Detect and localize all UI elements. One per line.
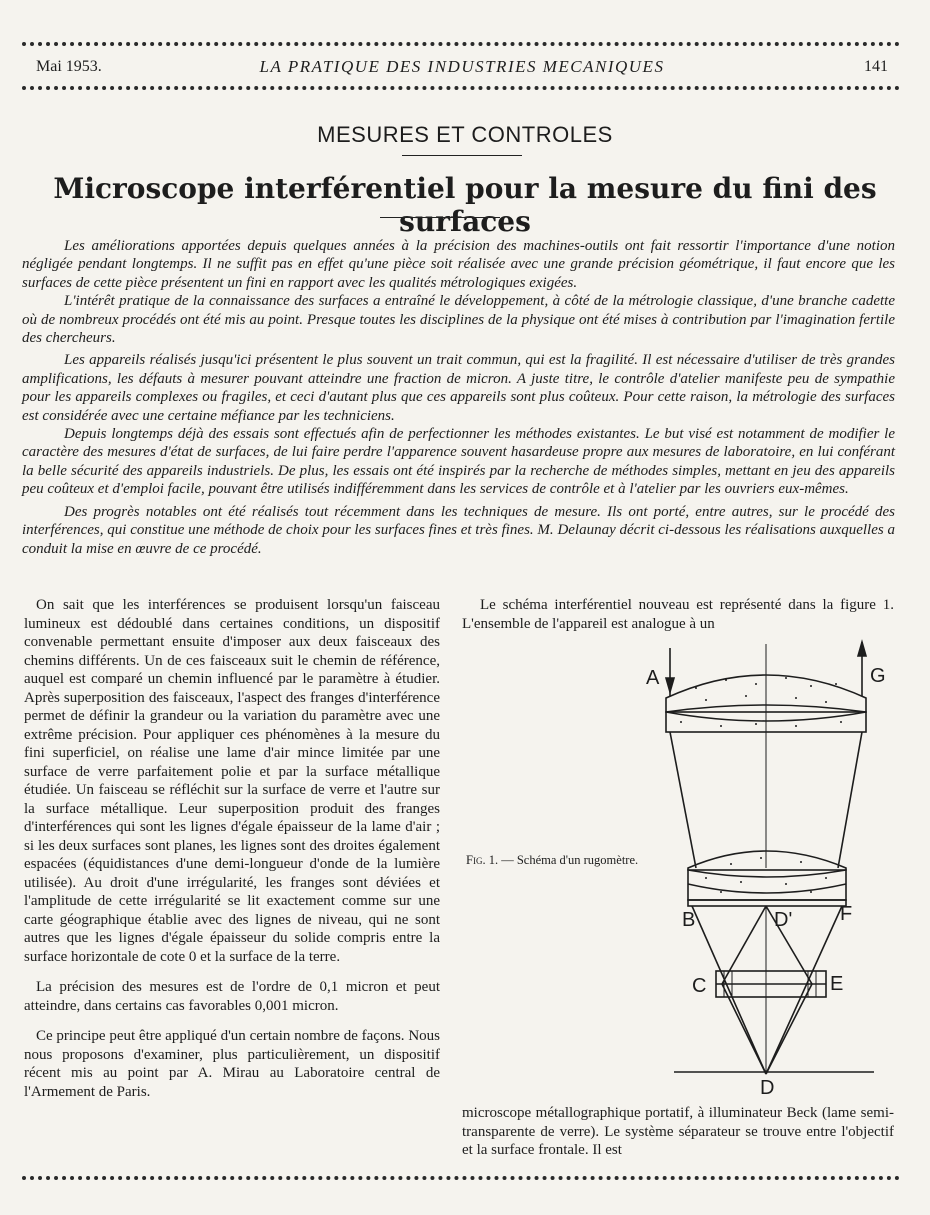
body-paragraph: Le schéma interférentiel nouveau est représenté dans la figure 1. L'ensemble de l'appareil est analogue à un <box>462 597 894 632</box>
label-f: F <box>840 903 853 925</box>
label-e: E <box>830 973 844 995</box>
intro-paragraph: Depuis longtemps déjà des essais sont effectués afin de perfectionner les méthodes existantes. Le but visé est notamment de modifier le caractère des mesures d'état de surfaces, de lui faire perdre l'apparence souvent hasardeuse propre aux mesures de laboratoire, en lui conférant la belle sécurité des appareils industriels. De plus, les essais ont été inspirés par la recherche de méthodes simples, mettant en jeu des appareils peu coûteux et d'emploi facile, pouvant être utilisés indifféremment dans les services de contrôle et à l'atelier par les ouvriers eux-mêmes. <box>22 426 895 498</box>
body-paragraph: La précision des mesures est de l'ordre de 0,1 micron et peut atteindre, dans certains cas favorables 0,001 micron. <box>24 979 440 1014</box>
intro-paragraph: Des progrès notables ont été réalisés tout récemment dans les techniques de mesure. Ils ont porté, entre autres, sur le procédé des interférences, qui constitue une méthode de choix pour les surfaces fines et très fines. M. Delaunay décrit ci-dessous les réalisations auxquelles a conduit la mise en œuvre de ce procédé. <box>22 503 895 557</box>
top-dotted-rule <box>22 42 900 46</box>
page-number: 141 <box>864 58 888 75</box>
arrow-down-icon <box>666 678 674 692</box>
issue-date: Mai 1953. <box>36 58 102 75</box>
body-column-right-bottom <box>462 1104 894 1160</box>
objective-lens <box>688 851 846 877</box>
header-dotted-rule <box>22 86 900 90</box>
figure-number: Fig. 1. <box>466 853 499 867</box>
section-heading: MESURES ET CONTROLES <box>317 122 613 147</box>
lens-stipple <box>680 677 842 893</box>
label-d: D <box>760 1077 775 1099</box>
article-title: Microscope interférentiel pour la mesure du fini des surfaces <box>53 172 877 238</box>
label-a: A <box>646 667 660 689</box>
beam-right-edge <box>838 732 862 868</box>
title-underline <box>380 217 500 218</box>
beam-left-edge <box>670 732 696 868</box>
running-header <box>36 58 888 80</box>
body-paragraph: Ce principe peut être appliqué d'un certain nombre de façons. Nous nous proposons d'examiner, plus particulièrement, un dispositif récent mis au point par A. Mirau au Laboratoire central de l'Armement de Paris. <box>24 1028 440 1100</box>
intro-paragraph: Les appareils réalisés jusqu'ici présentent le plus souvent un trait commun, qui est la fragilité. Il est nécessaire d'utiliser de très grandes amplifications, les défauts à mesurer pouvant atteindre une fraction de micron. A juste titre, le contrôle d'atelier manifeste peu de sympathie pour les appareils complexes ou fragiles, et ceci d'autant plus que ces appareils sont plus coûteux. Pour cette raison, la métrologie des surfaces est considérée avec une certaine méfiance par les techniciens. <box>22 352 895 424</box>
ray-d-c <box>722 906 766 984</box>
body-paragraph: On sait que les interférences se produisent lorsqu'un faisceau lumineux est dédoublé dans certaines conditions, un dispositif convenable permettant ensuite d'imposer aux deux faisceaux des chemins différents. Un de ces faisceaux suit le chemin de référence, auquel est comparé un chemin influencé par le paramètre à étudier. Après superposition des faisceaux, l'aspect des franges d'interférence permet de définir la grandeur ou la variation du paramètre avec une extrême précision. Pour appliquer ces phénomènes à la mesure du fini superficiel, on réalise une lame d'air mince limitée par une surface de verre parfaitement polie et par la surface métallique étudiée. Un faisceau se réfléchit sur la surface de verre et l'autre sur la surface métallique. Leur superposition produit des franges d'interférences qui sont les lignes d'égale épaisseur de la lame d'air ; si les deux surfaces sont planes, les lignes sont des droites également espacées (équidistances d'une demi-longueur d'onde de la lumière utilisée). Au droit d'une irrégularité, les franges sont déviées et l'amplitude de cette irrégularité se lit exactement comme sur une carte géographique établie avec des lignes de niveau, qui ne sont autres que les lignes d'égale épaisseur du solide compris entre la surface horizontale de cote 0 et la surface de la terre. <box>24 597 440 965</box>
rugometre-schematic <box>636 634 906 1104</box>
label-d-prime: D' <box>774 909 793 931</box>
label-g: G <box>870 665 886 687</box>
bottom-dotted-rule <box>22 1176 900 1180</box>
journal-name: LA PRATIQUE DES INDUSTRIES MECANIQUES <box>259 57 665 76</box>
body-column-left <box>24 596 440 1101</box>
objective-lens-curve <box>688 884 846 893</box>
arrow-up-icon <box>858 642 866 656</box>
lower-plate <box>688 900 846 906</box>
label-c: C <box>692 975 707 997</box>
figure-caption <box>466 852 646 868</box>
body-column-right-top <box>462 596 894 633</box>
intro-paragraph: L'intérêt pratique de la connaissance des surfaces a entraîné le développement, à côté de la métrologie classique, d'une branche cadette où de nombreux procédés ont été mis au point. Presque toutes les disciplines de la physique ont été mises à contribution par l'imagination fertile des chercheurs. <box>22 293 895 347</box>
objective-plate <box>688 870 846 900</box>
body-paragraph: microscope métallographique portatif, à illuminateur Beck (lame semi-transparente de verre). Le système séparateur se trouve entre l'objectif et la surface frontale. Il est <box>462 1105 894 1158</box>
section-underline <box>402 155 522 156</box>
intro-paragraph: Les améliorations apportées depuis quelques années à la précision des machines-outils ont fait ressortir l'importance d'une notion négligée pendant longtemps. Il ne suffit pas en effet qu'une pièce soit réalisée avec une grande précision géométrique, il faut encore que les surfaces de cette pièce présentent un fini en rapport avec les qualités métrologiques exigées. <box>22 238 895 291</box>
label-b: B <box>682 909 696 931</box>
article-intro <box>22 237 895 558</box>
figure-caption-text: — Schéma d'un rugomètre. <box>501 853 639 867</box>
